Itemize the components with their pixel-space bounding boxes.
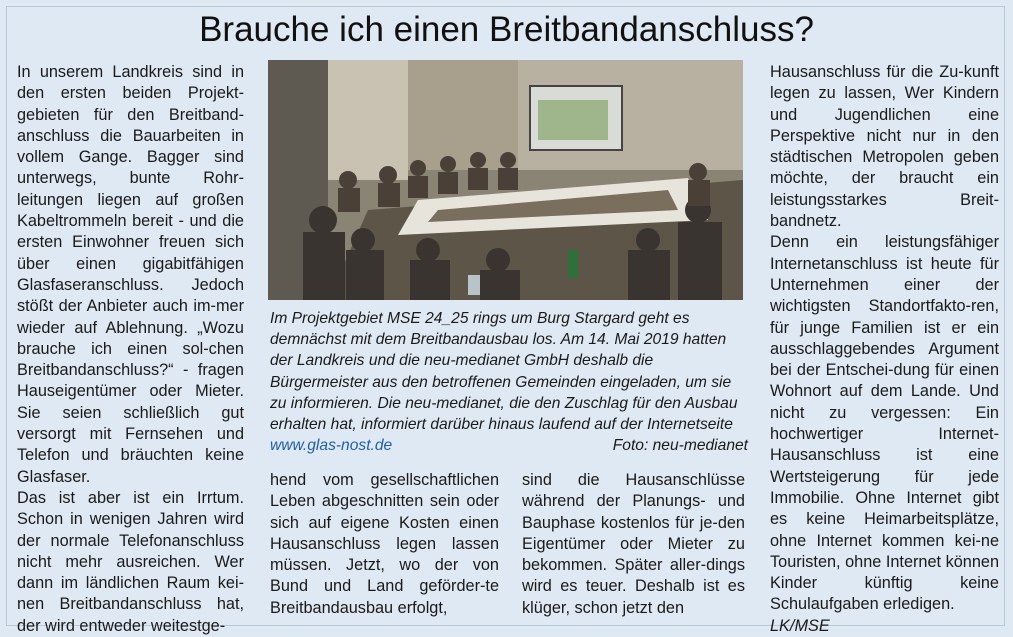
paragraph: In unserem Landkreis sind in den ersten beiden Projekt-gebieten für den Breitband-anschluss die Bauarbeiten in vollem Gange. Bagger sind unterwegs, bunte Rohr-leitungen liegen auf großen Kabeltrommeln bereit - und die ersten Einwohner freuen sich über einen gigabitfähigen Glasfaseranschluss. Jedoch stößt der Anbieter auch im-mer wieder auf Ablehnung. „Wozu brauche ich einen sol-chen Breitbandanschluss?“ - fragen Hauseigentümer oder Mieter. Sie seien schließlich gut versorgt mit Fernsehen und Telefon und bräuchten keine Glasfaser. bbox=[17, 63, 244, 486]
author-signature: LK/MSE bbox=[770, 616, 830, 635]
text-column-1 bbox=[17, 62, 244, 637]
text-column-2 bbox=[270, 470, 499, 619]
paragraph: Denn ein leistungsfähiger Internetanschluss ist heute für Unternehmen einer der wichtigsten Standortfakto-ren, für junge Familien ist er ein ausschlaggebendes Argument bei der Entschei-dung für einen Wohnort auf dem Lande. Und nicht zu vergessen: Ein hochwertiger Internet-Hausanschluss ist eine Wertsteigerung für jede Immobilie. Ohne Internet gibt es keine Heimarbeitsplätze, ohne Internet kommen kei-ne Touristen, ohne Internet können Kinder künftig keine Schulaufgaben erledigen. bbox=[770, 233, 1000, 614]
paragraph: hend vom gesellschaftlichen Leben abgeschnitten sein oder sich auf eigene Kosten einen Hausanschluss legen lassen müssen. Jetzt, wo der von Bund und Land geförder-te Breitbandausbau erfolgt, bbox=[270, 471, 499, 617]
photo-caption bbox=[270, 308, 748, 456]
caption-text: Im Projektgebiet MSE 24_25 rings um Burg Stargard geht es demnächst mit dem Breitbandausbau los. Am 14. Mai 2019 hatten der Landkreis und die neu-medianet GmbH deshalb die Bürgermeister aus den betroffenen Gemeinden eingeladen, um sie zu informieren. Die neu-medianet, die den Zuschlag für den Ausbau erhalten hat, informiert darüber hinaus laufend auf der Internetseite bbox=[270, 310, 738, 434]
paragraph: Das ist aber ist ein Irrtum. Schon in wenigen Jahren wird der normale Telefonanschluss nicht mehr ausreichen. Wer dann im ländlichen Raum kei-nen Breitbandanschluss hat, der wird entweder weitestge- bbox=[17, 488, 244, 635]
text-column-4 bbox=[770, 62, 999, 637]
headline: Brauche ich einen Breitbandanschluss? bbox=[199, 10, 814, 49]
text-column-3 bbox=[522, 470, 745, 619]
website-link[interactable]: www.glas-nost.de bbox=[270, 437, 393, 455]
meeting-photo-illustration bbox=[268, 60, 743, 300]
photo-credit: Foto: neu-medianet bbox=[612, 437, 748, 455]
paragraph: Hausanschluss für die Zu-kunft legen zu lassen, Wer Kindern und Jugendlichen eine Perspektive nicht nur in den städtischen Metropolen geben möchte, der braucht ein leistungsstarkes Breit-bandnetz. bbox=[770, 63, 999, 231]
paragraph: sind die Hausanschlüsse während der Planungs- und Bauphase kostenlos für je-den Eigentümer oder Mieter zu bekommen. Später aller-dings wird es teuer. Deshalb ist es klüger, schon jetzt den bbox=[522, 471, 745, 617]
meeting-photo bbox=[268, 60, 743, 300]
